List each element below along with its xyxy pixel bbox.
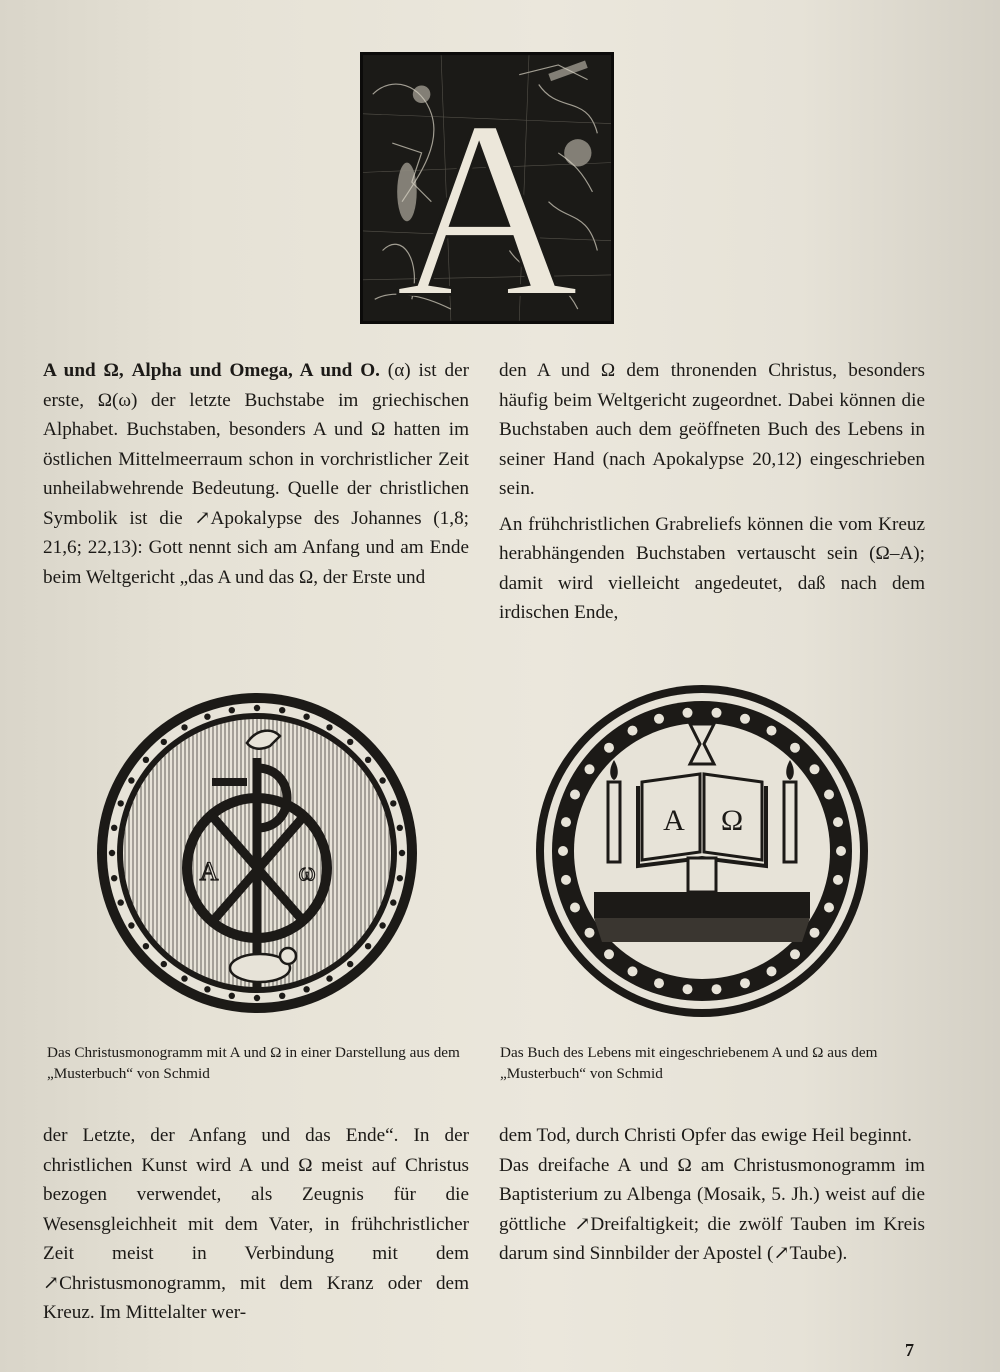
ring-ornament-dot [204, 986, 210, 992]
ring-ornament-dot [347, 739, 353, 745]
ring-ornament-dot [111, 875, 117, 881]
ring-ornament-dot [229, 993, 235, 999]
omega-letter: ω [298, 857, 316, 886]
ring-ornament-dot [824, 790, 834, 800]
entry-lemma: A und Ω, Alpha und Omega, A und O. [43, 360, 380, 381]
ring-ornament-dot [570, 903, 580, 913]
ring-ornament-dot [712, 984, 722, 994]
ring-ornament-dot [365, 943, 371, 949]
ring-ornament-dot [833, 875, 843, 885]
ring-ornament-dot [181, 975, 187, 981]
ring-ornament-dot [790, 743, 800, 753]
ring-ornament-dot [390, 899, 396, 905]
ring-ornament-dot [365, 757, 371, 763]
entry-text: (α) ist der erste, Ω(ω) der letzte Buchstabe im griechischen Alphabet. Buchstaben, besonders A und Ω hatten im östlichen Mittelmeerraum schon in vorchristlicher Zeit unheilabwehrende Bedeutung. Quelle der christlichen Symbolik ist die ↗Apokalypse des Johannes (1,8; 21,6; 22,13): Gott nennt sich am Anfang und am Ende beim Weltgericht „das A und das Ω, der Erste und [43, 360, 469, 588]
ring-ornament-dot [326, 975, 332, 981]
ring-ornament-dot [628, 966, 638, 976]
ring-ornament-dot [561, 817, 571, 827]
ring-ornament-dot [397, 875, 403, 881]
figure-caption-left: Das Christusmonogramm mit A und Ω in einer Darstellung aus dem „Musterbuch“ von Schmid [47, 1044, 460, 1082]
ring-ornament-dot [654, 978, 664, 988]
christ-monogram-figure [92, 688, 422, 1018]
ring-ornament-dot [109, 850, 115, 856]
ring-ornament-dot [790, 949, 800, 959]
ring-ornament-dot [740, 714, 750, 724]
ring-ornament-dot [712, 708, 722, 718]
ring-ornament-dot [326, 724, 332, 730]
paragraph: Das dreifache A und Ω am Christusmonogramm im Baptisterium zu Albenga (Mosaik, 5. Jh.) weist auf die göttliche ↗Dreifaltigkeit; die zwölf Tauben im Kreis darum sind Sinnbilder der Apostel (↗Taube). [499, 1154, 925, 1264]
ring-ornament-dot [161, 739, 167, 745]
ring-ornament-dot [824, 903, 834, 913]
ring-ornament-dot [279, 707, 285, 713]
ring-ornament-dot [143, 943, 149, 949]
ring-ornament-dot [279, 993, 285, 999]
book-of-life-figure [532, 682, 872, 1020]
ring-ornament-dot [161, 961, 167, 967]
figure-caption-right: Das Buch des Lebens mit eingeschriebenem A und Ω aus dem „Musterbuch“ von Schmid [500, 1044, 878, 1082]
ring-ornament-dot [379, 922, 385, 928]
page-number: 7 [905, 1340, 914, 1360]
ring-ornament-dot [767, 726, 777, 736]
ring-ornament-dot [585, 928, 595, 938]
ring-ornament-dot [570, 790, 580, 800]
alpha-letter: A [199, 857, 219, 886]
ring-ornament-dot [379, 777, 385, 783]
ring-ornament-dot [833, 817, 843, 827]
ring-ornament-dot [767, 966, 777, 976]
candle-icon [608, 782, 620, 862]
text-column-left-bottom [43, 1121, 469, 1328]
ring-ornament-dot [118, 899, 124, 905]
ring-ornament-dot [347, 961, 353, 967]
ring-ornament-dot [111, 825, 117, 831]
omega-letter: Ω [720, 804, 744, 837]
ring-ornament-dot [836, 846, 846, 856]
paragraph: dem Tod, durch Christi Opfer das ewige Heil beginnt. [499, 1125, 912, 1146]
entry-paragraph [43, 356, 469, 592]
ring-ornament-dot [740, 978, 750, 988]
paragraph: An frühchristlichen Grabreliefs können die vom Kreuz herabhängenden Buchstaben vertauscht sein (Ω–A); damit wird vielleicht angedeutet, daß nach dem irdischen Ende, [499, 513, 925, 623]
ring-ornament-dot [229, 707, 235, 713]
ring-ornament-dot [628, 726, 638, 736]
paragraph: der Letzte, der Anfang und das Ende“. In der christlichen Kunst wird A und Ω meist auf Christus bezogen verwendet, als Zeugnis für die Wesensgleichheit mit dem Vater, in frühchristlicher Zeit meist in Verbindung mit dem ↗Christusmonogramm, mit dem Kranz oder dem Kreuz. Im Mittelalter wer- [43, 1125, 469, 1323]
ring-ornament-dot [683, 708, 693, 718]
ring-ornament-dot [303, 714, 309, 720]
ring-ornament-dot [399, 850, 405, 856]
ring-ornament-dot [604, 949, 614, 959]
ring-ornament-dot [128, 922, 134, 928]
ring-ornament-dot [558, 846, 568, 856]
ring-ornament-dot [303, 986, 309, 992]
text-column-left-top [43, 356, 469, 592]
ring-ornament-dot [604, 743, 614, 753]
altar-table [594, 892, 810, 918]
ring-ornament-dot [654, 714, 664, 724]
ring-ornament-dot [118, 800, 124, 806]
ring-ornament-dot [128, 777, 134, 783]
ring-ornament-dot [585, 764, 595, 774]
ring-ornament-dot [561, 875, 571, 885]
ring-ornament-dot [254, 995, 260, 1001]
decorated-initial [360, 52, 614, 324]
ring-ornament-dot [181, 724, 187, 730]
ring-ornament-dot [254, 705, 260, 711]
ring-ornament-dot [683, 984, 693, 994]
ring-ornament-dot [143, 757, 149, 763]
initial-woodcut-image [363, 55, 611, 321]
candle-icon [784, 782, 796, 862]
ring-ornament-dot [397, 825, 403, 831]
alpha-letter: A [663, 804, 685, 837]
paragraph: den A und Ω dem thronenden Christus, besonders häufig beim Weltgericht zugeordnet. Dabei können die Buchstaben auch dem geöffneten Buch des Lebens in seiner Hand (nach Apokalypse 20,12) eingeschrieben sein. [499, 360, 925, 499]
ring-ornament-dot [810, 928, 820, 938]
text-column-right-bottom [499, 1121, 925, 1269]
ring-ornament-dot [390, 800, 396, 806]
ring-ornament-dot [810, 764, 820, 774]
text-column-right-top [499, 356, 925, 628]
ring-ornament-dot [204, 714, 210, 720]
initial-letter: A [395, 68, 579, 321]
